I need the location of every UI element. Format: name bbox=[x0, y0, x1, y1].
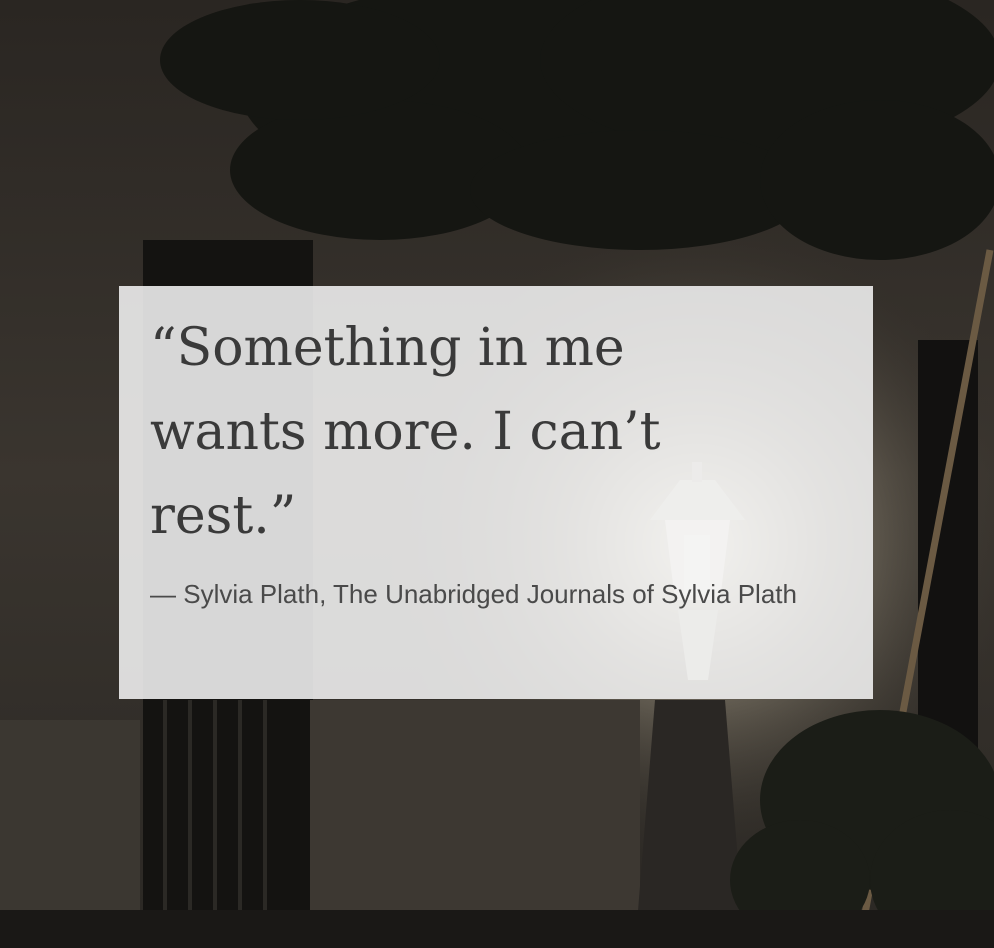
quote-attribution: — Sylvia Plath, The Unabridged Journals of Sylvia Plath bbox=[150, 579, 797, 609]
quote-card bbox=[119, 286, 873, 699]
ground bbox=[0, 910, 994, 948]
quote-text: “Something in me wants more. I can’t rest.” bbox=[150, 318, 661, 546]
tree-foliage bbox=[160, 0, 994, 260]
